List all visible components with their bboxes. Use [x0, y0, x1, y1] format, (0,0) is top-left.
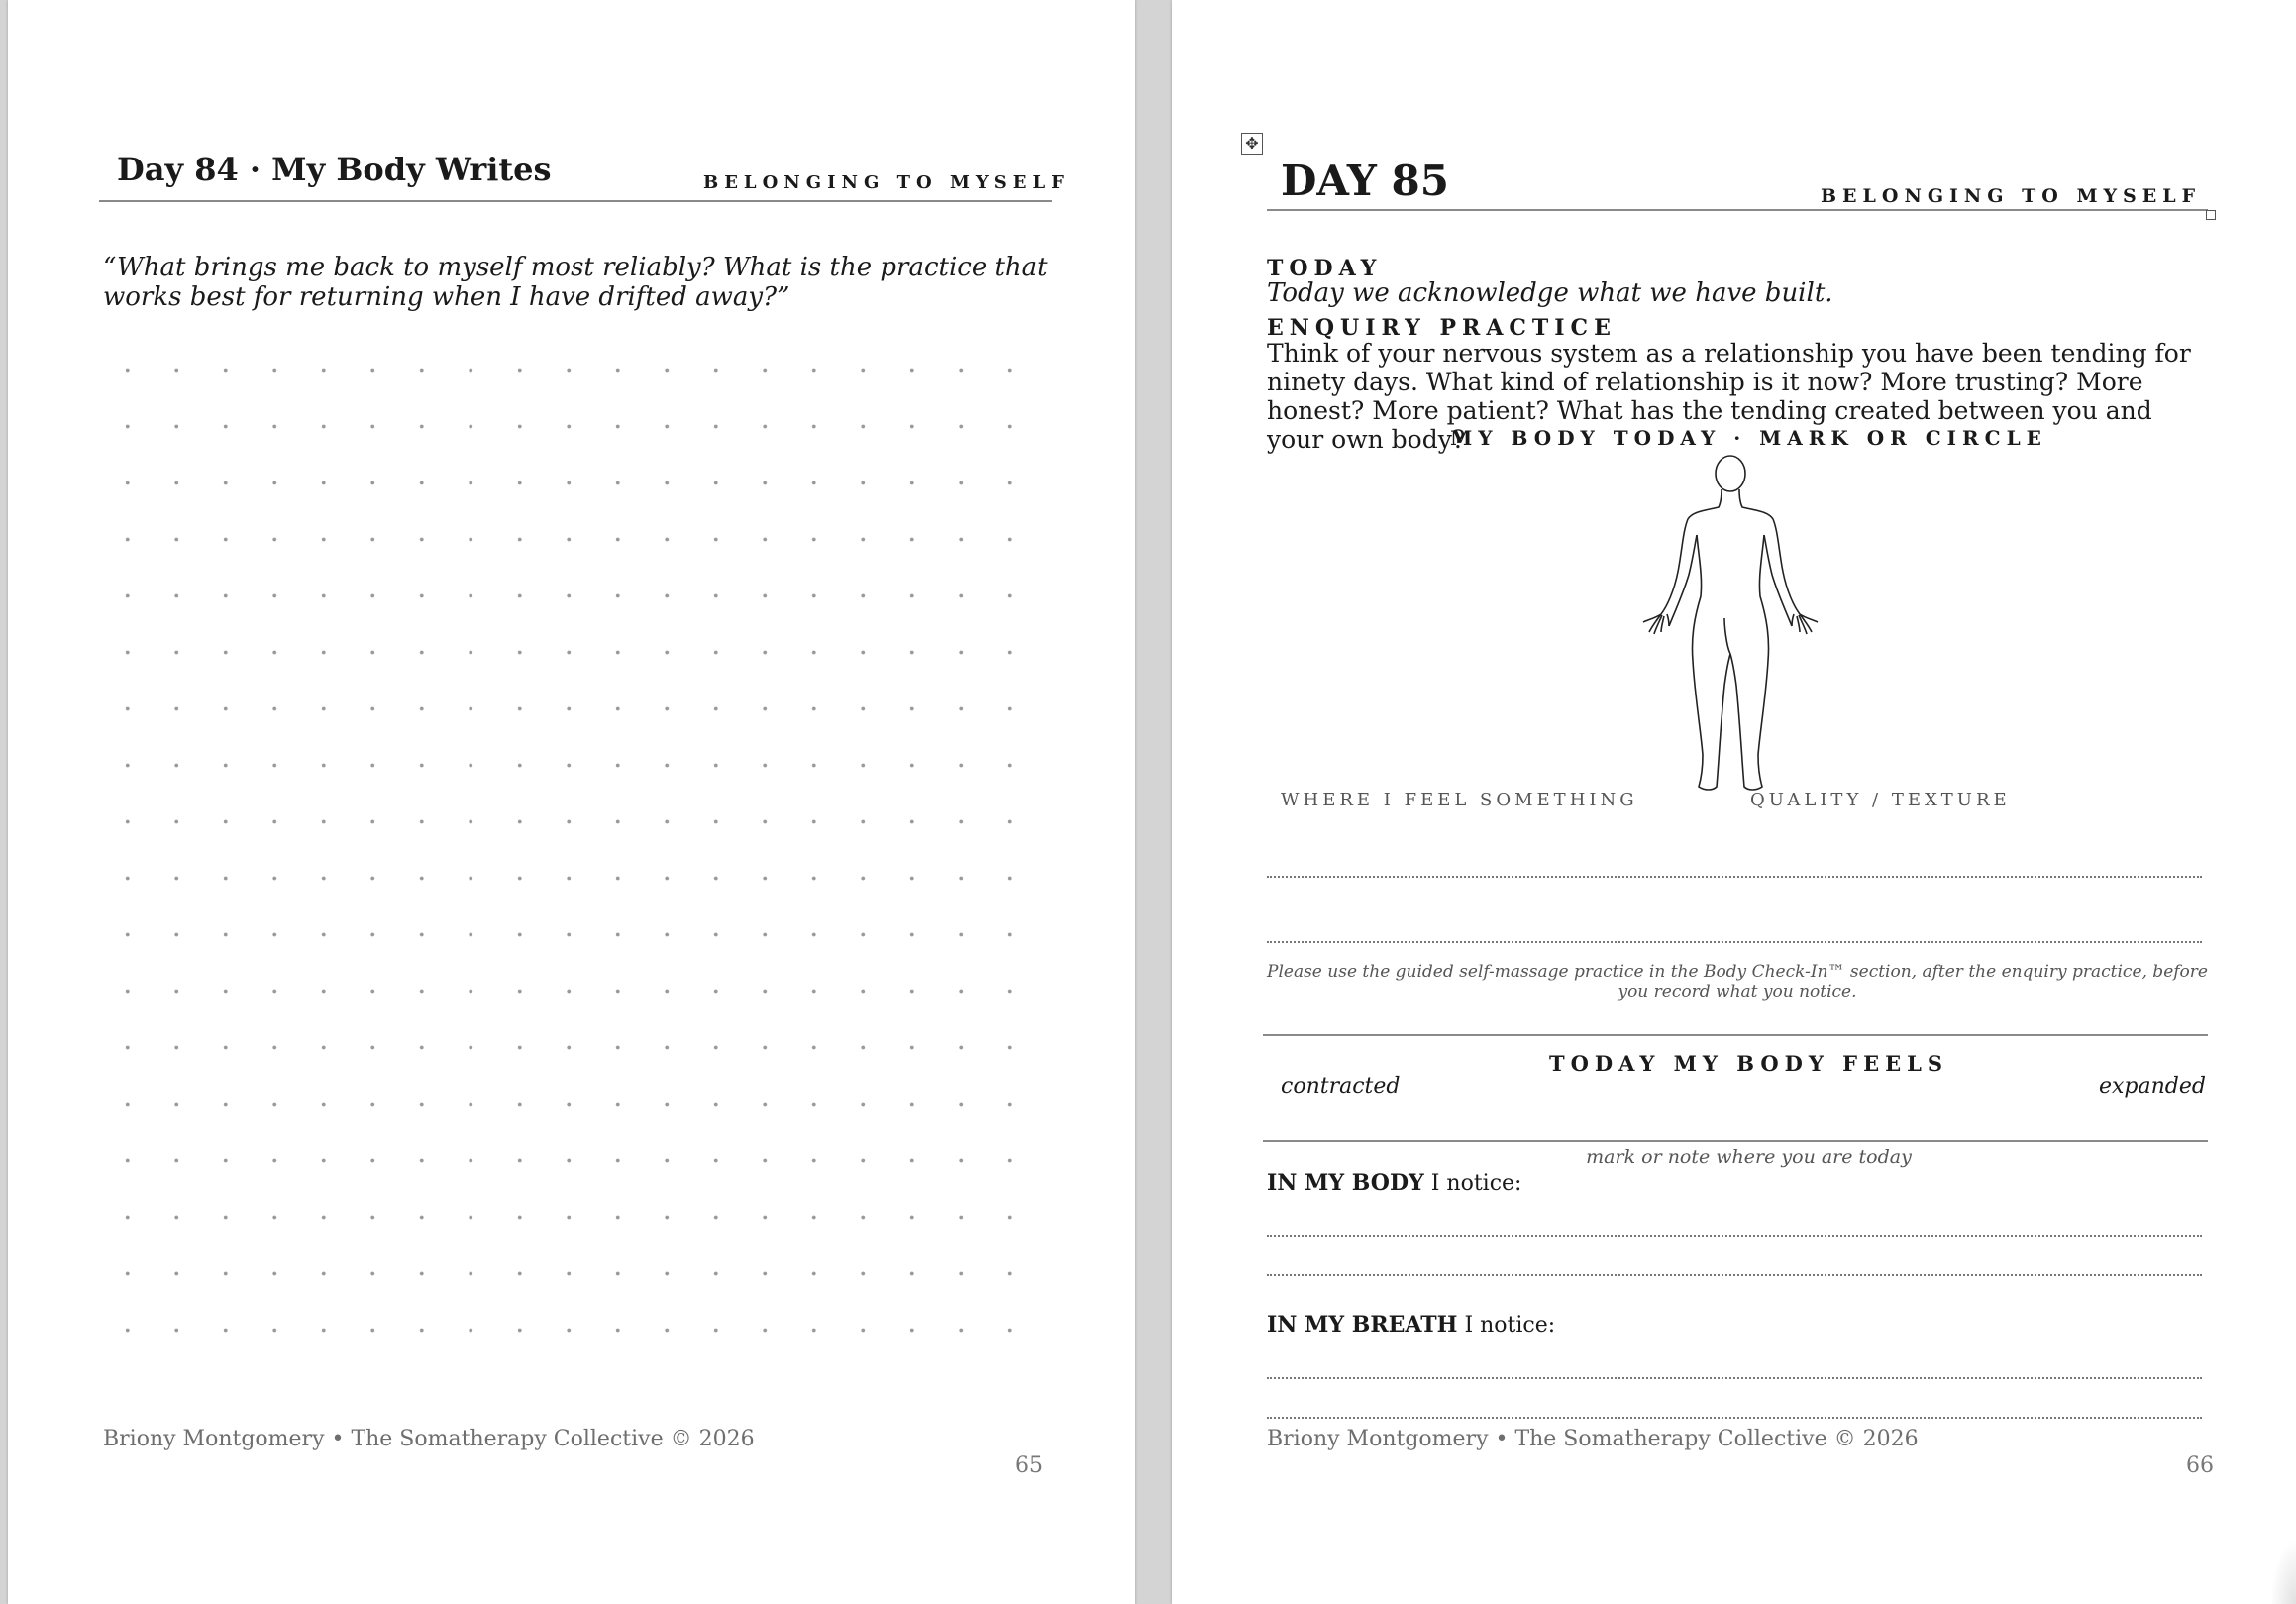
section-divider [1263, 1034, 2208, 1036]
page-footer[interactable]: Briony Montgomery • The Somatherapy Collective © 2026 [1267, 1427, 1919, 1451]
page-title[interactable]: Day 84 · My Body Writes [117, 151, 552, 188]
writing-line[interactable] [1267, 941, 2202, 943]
body-feels-heading[interactable]: TODAY MY BODY FEELS [1548, 1051, 1949, 1076]
page-number[interactable]: 65 [1015, 1453, 1043, 1478]
move-arrows-icon[interactable]: ✥ [1241, 133, 1263, 155]
right-page [1172, 0, 2296, 1604]
journal-prompt-quote[interactable]: “What brings me back to myself most reliably? What is the practice that works best for returning when I have drifted away?” [103, 253, 1048, 312]
writing-line[interactable] [1267, 1417, 2202, 1419]
page-title[interactable]: DAY 85 [1281, 157, 1449, 205]
enquiry-text[interactable]: Think of your nervous system as a relationship you have been tending for ninety days. What kind of relationship is it now? More trusting? More honest? More patient? What has the tending created between you and your own body? [1267, 339, 2191, 454]
running-head[interactable]: BELONGING TO MYSELF [1821, 185, 2202, 207]
prompt-bold-label: IN MY BODY [1267, 1170, 1424, 1196]
quality-texture-label[interactable]: QUALITY / TEXTURE [1750, 790, 2011, 810]
massage-instruction-note[interactable]: Please use the guided self-massage practice in the Body Check-In™ section, after the enquiry practice, before you record what you notice. [1267, 962, 2208, 1002]
page-number[interactable]: 66 [2186, 1453, 2214, 1478]
body-map-heading[interactable]: MY BODY TODAY · MARK OR CIRCLE [1450, 426, 2047, 450]
in-my-body-prompt[interactable] [1267, 1170, 1521, 1196]
header-rule [99, 200, 1052, 202]
prompt-text: I notice: [1423, 1171, 1522, 1196]
resize-square-icon[interactable] [2206, 210, 2216, 220]
today-label[interactable]: TODAY [1267, 256, 1383, 281]
dot-grid-writing-area[interactable] [103, 342, 1054, 1382]
page-curl-shadow [2270, 1539, 2296, 1604]
prompt-bold-label: IN MY BREATH [1267, 1312, 1458, 1337]
enquiry-label[interactable]: ENQUIRY PRACTICE [1267, 315, 1617, 341]
writing-line[interactable] [1267, 1235, 2202, 1237]
scale-instruction[interactable]: mark or note where you are today [1586, 1146, 1912, 1168]
writing-line[interactable] [1267, 1377, 2202, 1379]
header-rule [1267, 209, 2208, 211]
feel-scale-line[interactable] [1263, 1140, 2208, 1142]
left-page [8, 0, 1135, 1604]
today-text[interactable]: Today we acknowledge what we have built. [1267, 278, 1833, 308]
running-head[interactable]: BELONGING TO MYSELF [703, 172, 1070, 193]
writing-line[interactable] [1267, 876, 2202, 878]
page-footer[interactable]: Briony Montgomery • The Somatherapy Collective © 2026 [103, 1427, 755, 1451]
prompt-text: I notice: [1457, 1313, 1556, 1337]
writing-line[interactable] [1267, 1274, 2202, 1276]
where-i-feel-label[interactable]: WHERE I FEEL SOMETHING [1281, 790, 1638, 810]
body-outline-figure[interactable] [1633, 448, 1827, 795]
scale-right-label[interactable]: expanded [2099, 1074, 2206, 1099]
scale-left-label[interactable]: contracted [1281, 1074, 1401, 1099]
in-my-breath-prompt[interactable] [1267, 1312, 1555, 1337]
